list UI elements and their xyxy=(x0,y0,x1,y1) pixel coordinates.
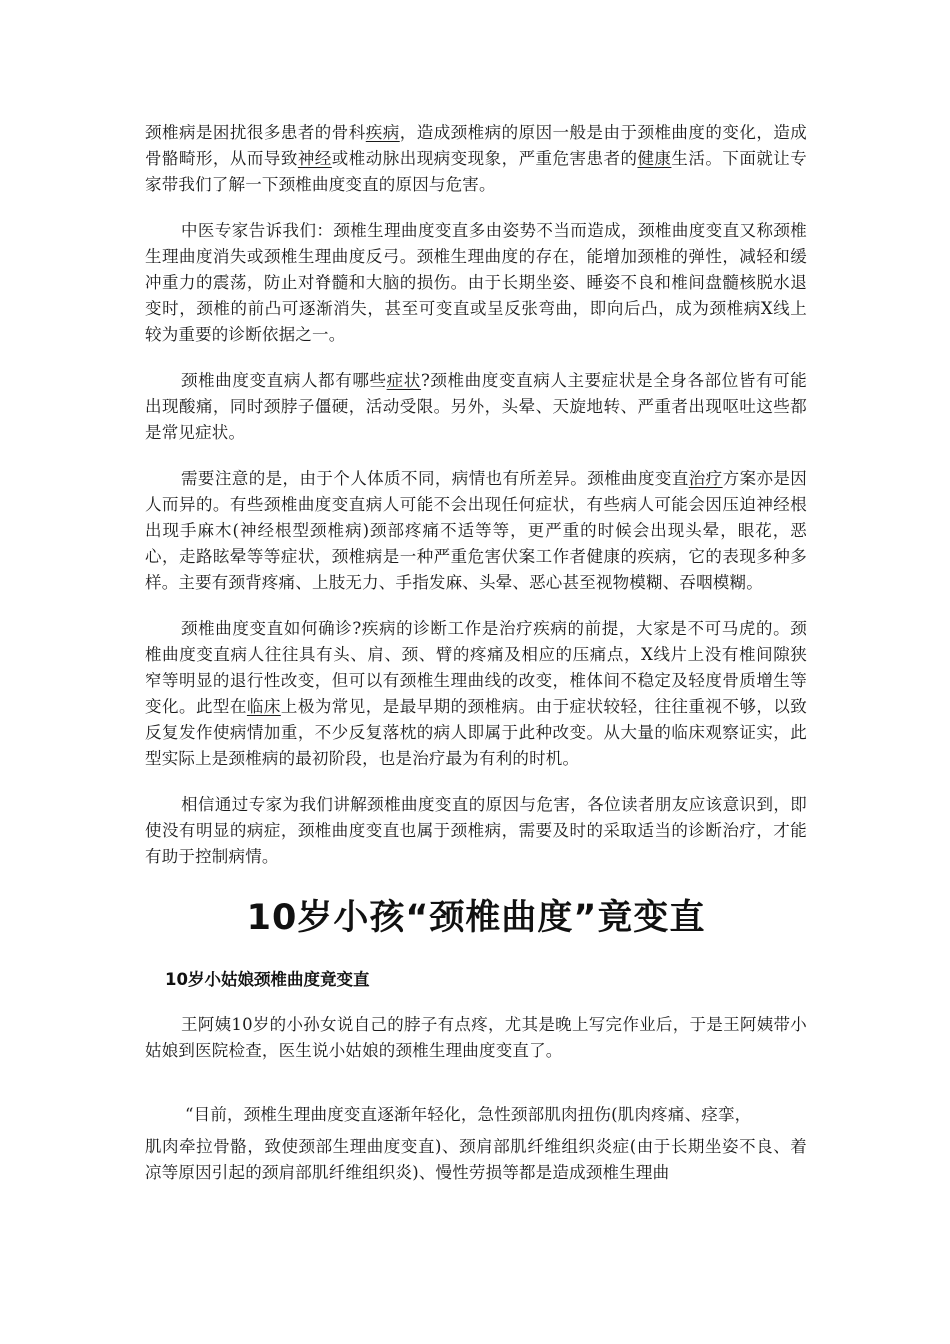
link-disease[interactable]: 疾病 xyxy=(365,123,400,142)
link-symptoms[interactable]: 症状 xyxy=(386,371,421,390)
paragraph-treatment xyxy=(145,466,807,596)
paragraph-conclusion: 相信通过专家为我们讲解颈椎曲度变直的原因与危害，各位读者朋友应该意识到，即使没有明显的病症，颈椎曲度变直也属于颈椎病，需要及时的采取适当的诊断治疗，才能有助于控制病情。 xyxy=(145,795,807,866)
text: 上极为常见，是最早期的颈椎病。由于症状较轻，往往重视不够，以致反复发作使病情加重，不少反复落枕的病人即属于此种改变。从大量的临床观察证实，此型实际上是颈椎病的最初阶段，也是治疗最为有利的时机。 xyxy=(145,697,807,768)
link-clinical[interactable]: 临床 xyxy=(246,697,281,716)
link-treatment[interactable]: 治疗 xyxy=(688,469,723,488)
text: 方案亦是因人而异的。有些颈椎曲度变直病人可能不会出现任何症状，有些病人可能会因压迫神经根出现手麻木(神经根型颈椎病)颈部疼痛不适等等，更严重的时候会出现头晕，眼花，恶心，走路眩晕等等症状，颈椎病是一种严重危害伏案工作者健康的疾病，它的表现多种多样。主要有颈背疼痛、上肢无力、手指发麻、头晕、恶心甚至视物模糊、吞咽模糊。 xyxy=(145,469,808,592)
text: 颈椎曲度变直病人都有哪些 xyxy=(181,371,387,390)
section-subtitle: 10岁小姑娘颈椎曲度竟变直 xyxy=(165,970,370,989)
paragraph-expert-explanation: 中医专家告诉我们：颈椎生理曲度变直多由姿势不当而造成，颈椎曲度变直又称颈椎生理曲度消失或颈椎生理曲度反弓。颈椎生理曲度的存在，能增加颈椎的弹性，减轻和缓冲重力的震荡，防止对脊髓和大脑的损伤。由于长期坐姿、睡姿不良和椎间盘髓核脱水退变时，颈椎的前凸可逐渐消失，甚至可变直或呈反张弯曲，即向后凸，成为颈椎病X线上较为重要的诊断依据之一。 xyxy=(145,221,807,344)
text: 颈椎病是困扰很多患者的骨科 xyxy=(145,123,366,142)
text: ，造成颈椎病的原因一般是由于颈椎曲度的变化，造成骨骼畸形，从而导致 xyxy=(145,123,807,168)
link-nerve[interactable]: 神经 xyxy=(297,149,332,168)
text: 生活。下面就让专家带我们了解一下颈椎曲度变直的原因与危害。 xyxy=(145,149,807,194)
paragraph-diagnosis xyxy=(145,616,807,772)
link-health[interactable]: 健康 xyxy=(637,149,672,168)
text: 颈椎曲度变直如何确诊?疾病的诊断工作是治疗疾病的前提，大家是不可马虎的。颈椎曲度变直病人往往具有头、肩、颈、臂的疼痛及相应的压痛点，X线片上没有椎间隙狭窄等明显的退行性改变，但可以有颈椎生理曲线的改变，椎体间不稳定及轻度骨质增生等变化。此型在 xyxy=(145,619,807,716)
text: ?颈椎曲度变直病人主要症状是全身各部位皆有可能出现酸痛，同时颈脖子僵硬，活动受限。另外，头晕、天旋地转、严重者出现呕吐这些都是常见症状。 xyxy=(145,371,807,442)
paragraph-quote-continued: 肌肉牵拉骨骼，致使颈部生理曲度变直)、颈肩部肌纤维组织炎症(由于长期坐姿不良、着凉等原因引起的颈肩部肌纤维组织炎)、慢性劳损等都是造成颈椎生理曲 xyxy=(145,1137,807,1182)
document-body xyxy=(145,120,807,1206)
text: 或椎动脉出现病变现象，严重危害患者的 xyxy=(331,149,638,168)
text: 需要注意的是，由于个人体质不同，病情也有所差异。颈椎曲度变直 xyxy=(181,469,689,488)
paragraph-case: 王阿姨10岁的小孙女说自己的脖子有点疼，尤其是晚上写完作业后，于是王阿姨带小姑娘到医院检查，医生说小姑娘的颈椎生理曲度变直了。 xyxy=(145,1015,807,1060)
paragraph-quote-first-line: “目前，颈椎生理曲度变直逐渐年轻化，急性颈部肌肉扭伤(肌肉疼痛、痉挛， xyxy=(185,1105,752,1124)
paragraph-symptoms xyxy=(145,368,807,446)
paragraph-intro xyxy=(145,120,807,198)
section-title: 10岁小孩“颈椎曲度”竟变直 xyxy=(246,898,706,938)
